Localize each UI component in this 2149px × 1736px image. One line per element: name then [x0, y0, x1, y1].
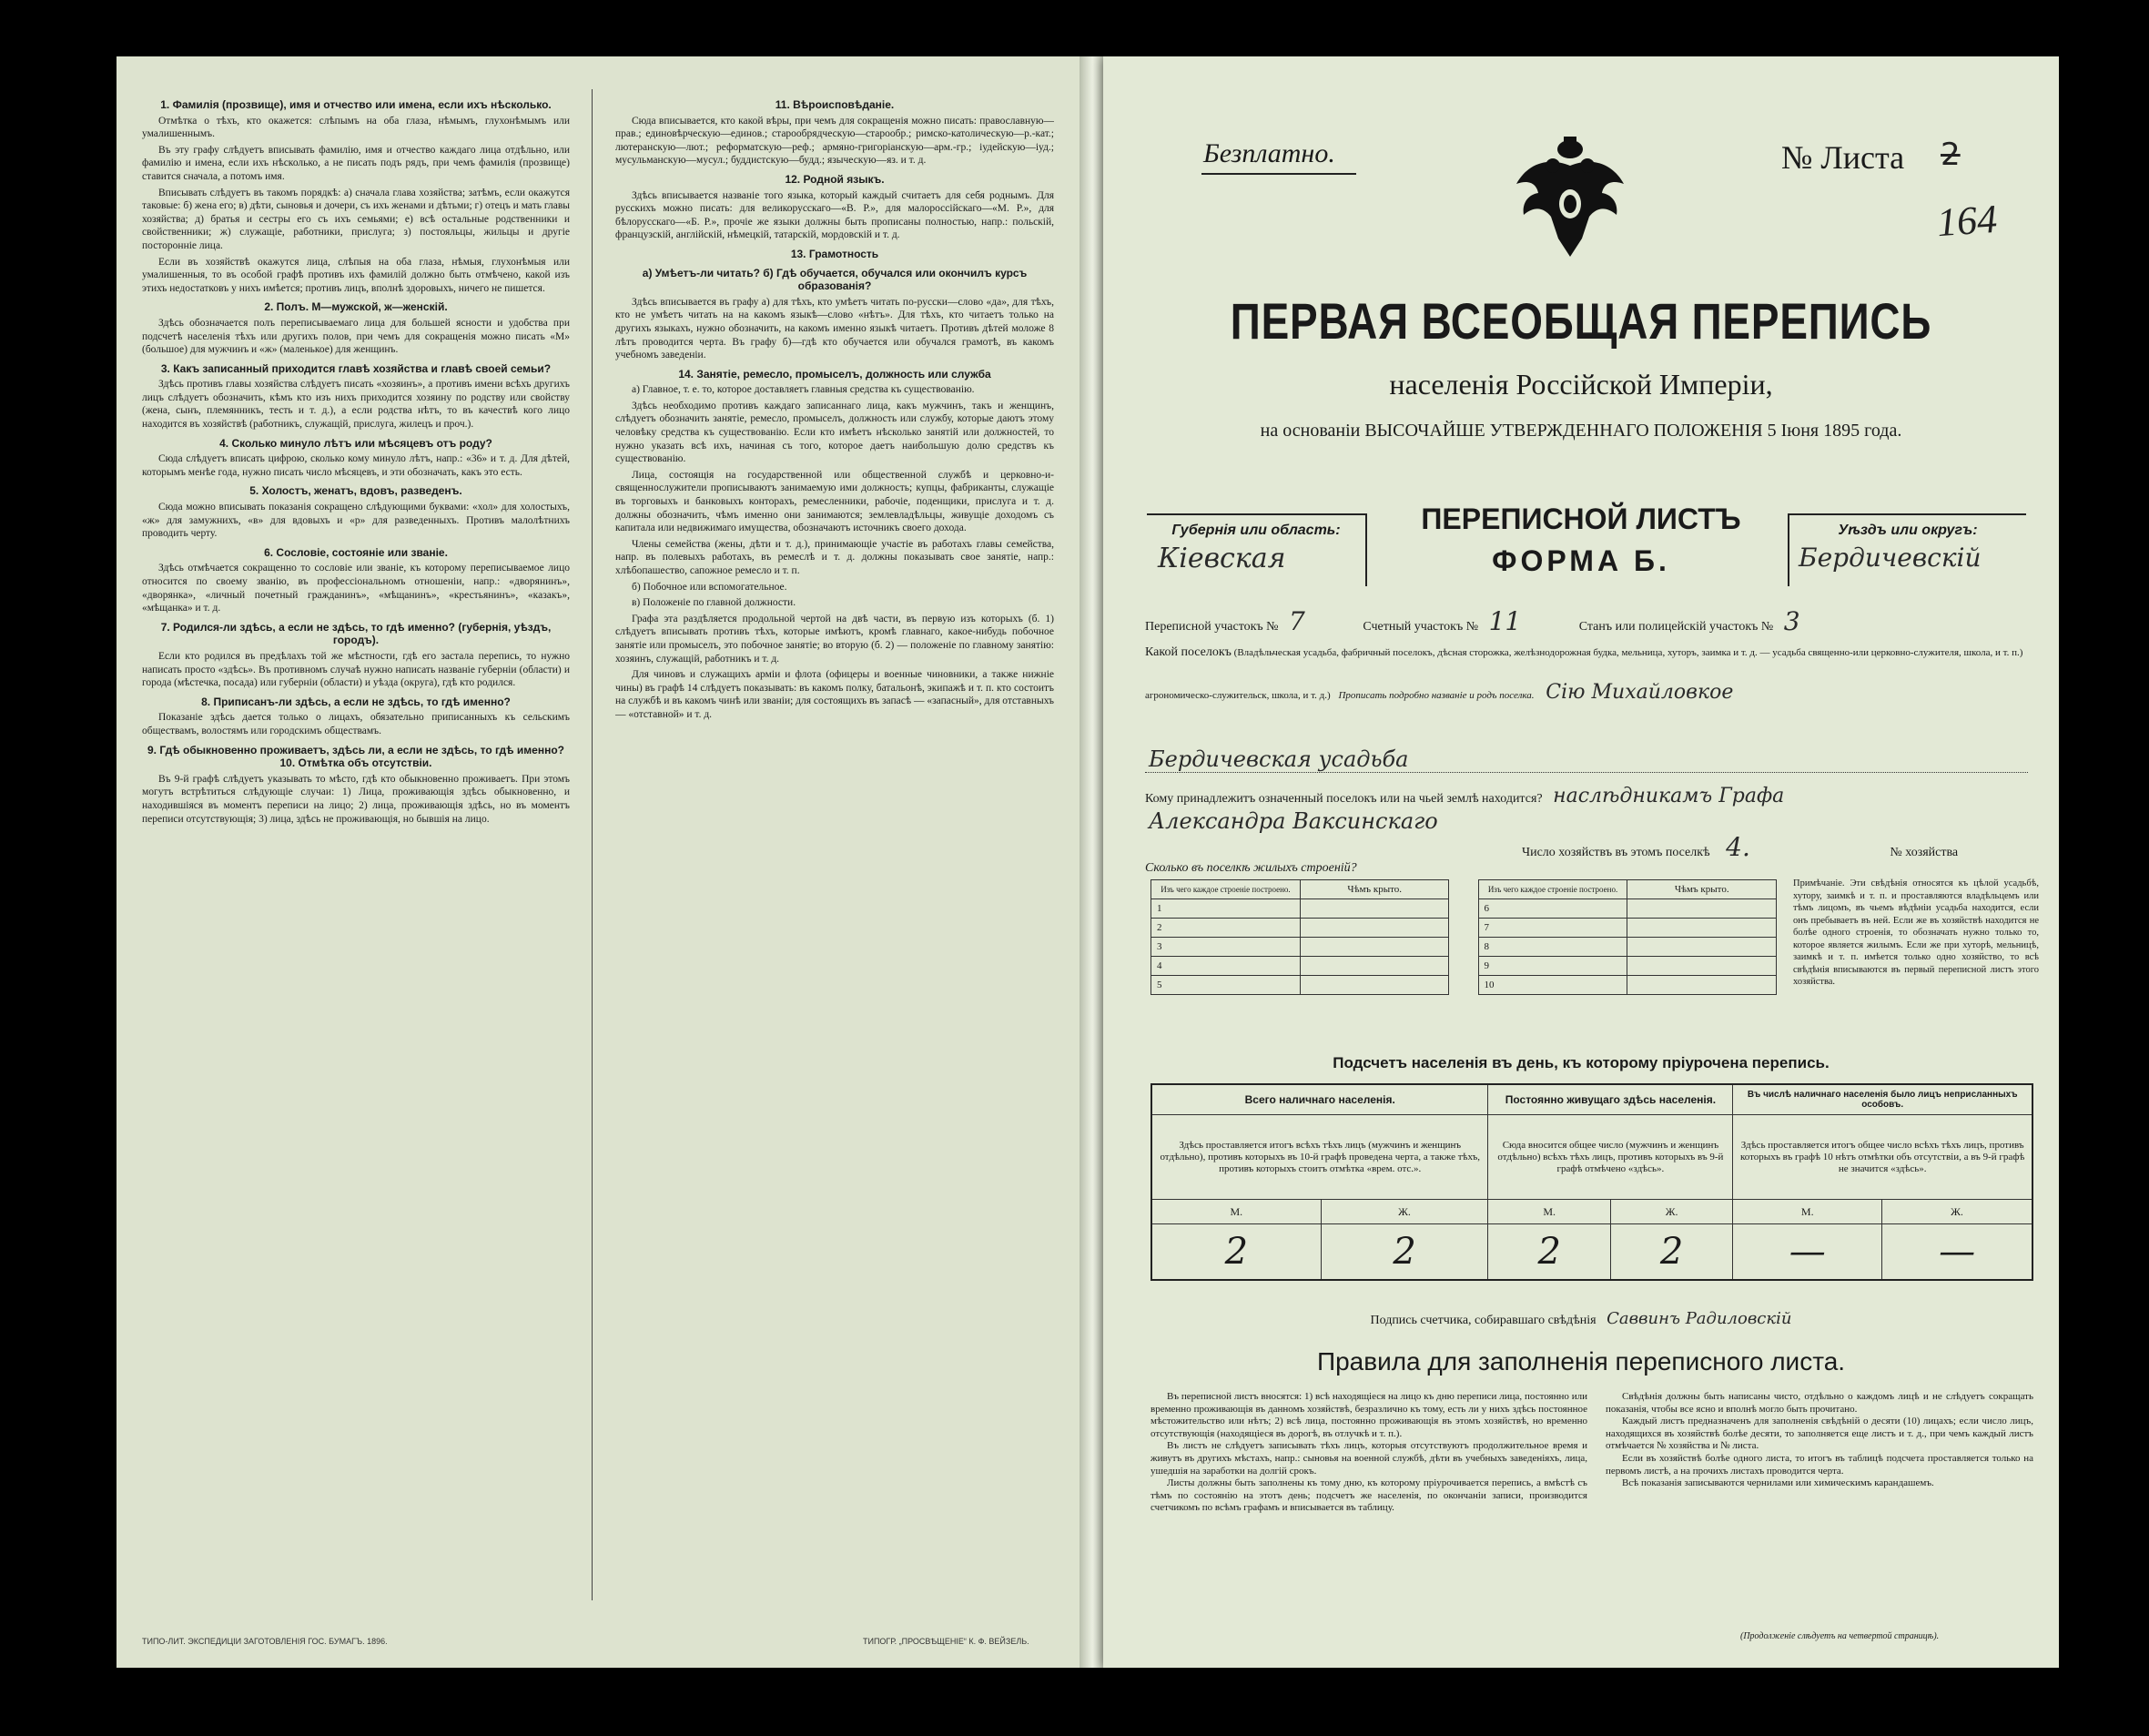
main-title: ПЕРВАЯ ВСЕОБЩАЯ ПЕРЕПИСЬ	[1230, 292, 1932, 350]
continued-note: (Продолженіе слѣдуетъ на четвертой страницѣ).	[1740, 1631, 1940, 1641]
instruction-paragraph: Отмѣтка о тѣхъ, кто окажется: слѣпымъ на оба глаза, нѣмымъ, глухонѣмымъ или умалишеннымъ.	[142, 115, 570, 140]
buildings-label: Сколько въ поселкѣ жилыхъ строеній?	[1145, 861, 1357, 875]
male-header: М.	[1151, 1200, 1321, 1224]
settlement-hint: (Владѣльческая усадьба, фабричный поселокъ, дѣсная сторожка, желѣзнодорожная будка, мельница, хуторъ, заимка и т. д. — усадьба священно-или церковно-служителя, школа, и т. п.)	[1233, 647, 2023, 658]
count-header-other: Въ числѣ наличнаго населенія было лицъ неприсланныхъ особовъ.	[1733, 1084, 2032, 1115]
police-district-label: Станъ или полицейскій участокъ №	[1578, 620, 1774, 634]
building-row-number: 8	[1478, 938, 1627, 957]
rule-paragraph: Каждый листъ предназначенъ для заполненія свѣдѣній о десяти (10) лицахъ; если число лицъ, находящихся въ хозяйствѣ болѣе десяти, то заполняется еще листъ и т. д., при чемъ каждый листъ отмѣчается № хозяйства и № листа.	[1606, 1416, 2033, 1452]
owner-row	[1145, 785, 2028, 807]
rule-paragraph: Въ переписной листъ вносятся: 1) всѣ находящіеся на лицо къ дню переписи лица, постоянно или временно проживающія въ данномъ хозяйствѣ, безразлично къ тому, есть ли у нихъ здѣсь постоянное мѣстожительство или нѣтъ; 2) всѣ лица, постоянно проживающія въ этомъ хозяйствѣ, но временно отсутствующія (находящіеся въ дорогѣ, въ отлучкѣ и т. п.).	[1151, 1391, 1587, 1439]
rules-left-column	[1151, 1391, 1587, 1515]
instruction-paragraph: Сюда вписывается, кто какой вѣры, при чемъ для сокращенія можно писать: православную—прав.; единовѣрческую—единов.; старообрядческую—старообр.; римско-католическую—р.-кат.; лютеранскую—лют.; реформатскую—реф.; армяно-григоріанскую—арм.-гр.; іудейскую—іуд.; мусульманскую—мусул.; буддистскую—будд.; языческую—яз. и т. д.	[615, 115, 1054, 167]
household-number-label: № хозяйства	[1890, 846, 1959, 859]
building-row-number: 10	[1478, 976, 1627, 995]
book-gutter	[1080, 56, 1103, 1668]
rule-paragraph: Всѣ показанія записываются чернилами или химическимъ карандашемъ.	[1622, 1477, 1934, 1489]
instruction-heading: 13. Грамотность	[790, 247, 879, 260]
buildings-header-material: Изъ чего каждое строеніе построено.	[1151, 880, 1301, 899]
settlement-label: Какой поселокъ	[1145, 645, 1232, 659]
settlement-value-2: Бердичевская усадьба	[1149, 746, 1409, 772]
instruction-paragraph: Графа эта раздѣляется продольной чертой на двѣ части, въ первую изъ которыхъ (б. 1) слѣдуетъ вписывать противъ тѣхъ, которые имѣютъ, кромѣ главнаго, какое-нибудь побочное занятіе или промыселъ, это побочное занятіе; во вторую (б. 2) — положеніе по главному занятію: хозяинъ, служащій, работникъ и т. д.	[615, 613, 1054, 665]
building-row-number: 6	[1478, 899, 1627, 919]
printer-imprint-right: ТИПОГР. „ПРОСВѢЩЕНІЕ“ К. Ф. ВЕЙЗЕЛЬ.	[863, 1637, 1029, 1646]
uezd-box	[1788, 513, 2026, 586]
count-value: 2	[1321, 1224, 1488, 1281]
instruction-heading: 1. Фамилія (прозвище), имя и отчество или имена, если ихъ нѣсколько.	[160, 98, 552, 111]
rule-paragraph: Если въ хозяйствѣ болѣе одного листа, то итогъ въ таблицѣ подсчета проставляется только на первомъ листѣ, а на прочихъ листахъ проводится черта.	[1606, 1452, 2033, 1477]
households-value: 4.	[1726, 832, 1750, 862]
table-row	[1151, 976, 1777, 995]
rules-title: Правила для заполненія переписного листа.	[1316, 1347, 1846, 1376]
instruction-paragraph: Лица, состоящія на государственной или общественной службѣ и церковно-и-священнослужители прописываютъ занимаемую ими должность; купцы, фабриканты, служащіе въ торговыхъ и банковыхъ конторахъ, ремесленники, рабочіе, поденщики, прислуга и т. д. должны обозначить, чѣмъ именно они занимаются; землевладѣльцы, живущіе доходомъ съ капитала или недвижимаго имущества, обозначаютъ источникъ своего дохода.	[615, 469, 1054, 534]
instruction-paragraph: Здѣсь вписывается названіе того языка, который каждый считаетъ для себя роднымъ. Для русскихъ можно писать: для великорусскаго—«В. Р.», для малороссійскаго—«М. Р.», для бѣлорусскаго—«Б. Р.», прочіе же языки должны быть прописаны полностью, напр.: польскій, французскій, англійскій, нѣмецкій, татарскій, мордовскій и т. д.	[615, 189, 1054, 241]
building-row-number: 2	[1151, 919, 1301, 938]
settlement-hint-2: агрономическо-служительск, школа, и т. д.)	[1145, 690, 1331, 701]
instruction-heading: 11. Вѣроисповѣданіе.	[775, 98, 895, 111]
signature-value: Саввинъ Радиловскій	[1607, 1309, 1792, 1328]
instruction-paragraph: б) Побочное или вспомогательное.	[632, 581, 787, 593]
owner-value-1: наслѣдникамъ Графа	[1553, 785, 1785, 807]
instruction-paragraph: в) Положеніе по главной должности.	[632, 597, 796, 609]
instruction-paragraph: Если кто родился въ предѣлахъ той же мѣстности, гдѣ его застала перепись, то нужно написать просто «здѣсь». Въ противномъ случаѣ нужно написать названіе губерніи (области) и города (мѣстечка, посада) или губерніи (области) и уѣзда (округа), гдѣ кто родился.	[142, 650, 570, 689]
rule-paragraph: Листы должны быть заполнены къ тому дню, къ которому пріурочивается перепись, а вмѣстѣ съ тѣмъ по состоянію на этотъ день; подсчетъ же населенія, по окончаніи записи, производится счетчикомъ по всѣмъ графамъ и вписывается въ таблицу.	[1151, 1477, 1587, 1514]
instruction-heading: 12. Родной языкъ.	[785, 172, 885, 186]
right-column-instructions	[615, 93, 1054, 1595]
column-divider	[592, 89, 593, 1600]
owner-value-2: Александра Ваксинскаго	[1149, 808, 1438, 834]
population-count-table	[1151, 1083, 2033, 1281]
left-page	[117, 56, 1080, 1668]
building-row-number: 4	[1151, 957, 1301, 976]
rules-right-column	[1606, 1391, 2033, 1490]
uchastok-row	[1145, 606, 2028, 636]
right-page-census-form	[1103, 56, 2059, 1668]
female-header: Ж.	[1882, 1200, 2032, 1224]
subtitle: населенія Россійской Имперіи,	[1389, 368, 1773, 401]
instruction-heading: 5. Холостъ, женатъ, вдовъ, разведенъ.	[249, 484, 462, 498]
table-row	[1151, 938, 1777, 957]
instruction-paragraph: Здѣсь противъ главы хозяйства слѣдуетъ писать «хозяинъ», а противъ имени всѣхъ другихъ лицъ слѣдуетъ обозначить, кѣмъ кто изъ нихъ приходится хозяину по родству или свойству (жена, сынъ, племянникъ, тесть и т. д.), а если родства нѣтъ, то въ качествѣ кого лицо находится въ хозяйствѣ (работникъ, служащій, прислуга, жилецъ и проч.).	[142, 379, 570, 431]
instruction-paragraph: Члены семейства (жены, дѣти и т. д.), принимающіе участіе въ работахъ главы семейства, напр. въ полевыхъ работахъ, въ ремеслѣ и т. д. должны показывать свое занятіе, напр.: хлѣбопашество, сапожное ремесло и т. п.	[615, 538, 1054, 576]
instruction-paragraph: Здѣсь отмѣчается сокращенно то сословіе или званіе, къ которому переписываемое лицо относится по своему званію, въ профессіональномъ отношеніи, напр.: «дворянинъ», «дворянка», «личный почетный гражданинъ», «мѣщанинъ», «крестьянинъ», «казакъ», «мѣщанка» и т. д.	[142, 563, 570, 614]
instruction-paragraph: Здѣсь вписывается въ графу а) для тѣхъ, кто умѣетъ читать по-русски—слово «да», для тѣхъ, кто не умѣетъ читать на на какомъ языкѣ—слово «нѣтъ». Для тѣхъ, кто читаетъ только на другихъ языкахъ, нужно обозначить, на какомъ именно языкѣ читаетъ. Противъ дѣтей моложе 8 лѣтъ проводится черта. Въ графу б)—гдѣ кто обучается или обучался грамотѣ, въ какомъ учебномъ заведеніи.	[615, 296, 1054, 361]
instruction-paragraph: Въ 9-й графѣ слѣдуетъ указывать то мѣсто, гдѣ кто обыкновенно проживаетъ. При этомъ могутъ встрѣтиться слѣдующіе случаи: 1) Лица, проживающія здѣсь обыкновенно, и находившіяся въ моментъ переписи на лицо; 2) лица, проживающія здѣсь, но въ моментъ переписи отсутствующія; 3) лица, здѣсь не проживающія, но бывшія на лицо.	[142, 773, 570, 825]
households-row	[1522, 832, 2032, 862]
handwritten-sheet-number: 164	[1935, 196, 1999, 246]
instruction-heading: 8. Приписанъ-ли здѣсь, а если не здѣсь, то гдѣ именно?	[201, 695, 511, 708]
male-header: М.	[1733, 1200, 1882, 1224]
census-sheet-title: ПЕРЕПИСНОЙ ЛИСТЪ	[1421, 503, 1741, 535]
instruction-heading: 14. Занятіе, ремесло, промыселъ, должность или служба	[678, 367, 991, 381]
settlement-value-1: Сію Михайловкое	[1546, 681, 1734, 704]
uezd-value: Бердичевскій	[1799, 543, 1982, 573]
instruction-heading: 3. Какъ записанный приходится главѣ хозяйства и главѣ своей семьи?	[160, 361, 552, 375]
rule-paragraph: Въ листъ не слѣдуетъ записывать тѣхъ лицъ, которыя отсутствуютъ продолжительное время и живутъ въ другихъ мѣстахъ, напр.: сыновья на военной службѣ, дѣти въ учебныхъ заведеніяхъ, лица, ушедшія на заработки на долгій срокъ.	[1151, 1440, 1587, 1477]
buildings-table	[1151, 879, 1777, 995]
legal-basis: на основаніи ВЫСОЧАЙШЕ УТВЕРЖДЕННАГО ПОЛОЖЕНІЯ 5 Іюня 1895 года.	[1260, 421, 1902, 441]
instruction-paragraph: Вписывать слѣдуетъ въ такомъ порядкѣ: а) сначала глава хозяйства; затѣмъ, если окажутся таковые: б) жена его; в) дѣти, сыновья и дочери, съ ихъ женами и дѣтьми; г) отецъ и мать главы хозяйства; д) братья и сестры его съ ихъ семьями; е) всѣ остальные родственники и свойственники; ж) служащіе, работники, прислуга; з) постояльцы, жильцы и другіе посторонніе лица.	[142, 187, 570, 251]
population-count-title: Подсчетъ населенія въ день, къ которому пріурочена перепись.	[1333, 1054, 1830, 1071]
count-value: —	[1882, 1224, 2032, 1281]
instruction-heading: 9. Гдѣ обыкновенно проживаетъ, здѣсь ли, а если не здѣсь, то гдѣ именно? 10. Отмѣтка объ отсутствіи.	[147, 743, 564, 770]
building-row-number: 5	[1151, 976, 1301, 995]
instruction-heading: а) Умѣетъ-ли читать? б) Гдѣ обучается, обучался или окончилъ курсъ образованія?	[642, 266, 1028, 293]
police-district-value: 3	[1783, 606, 1800, 636]
count-header-total: Всего наличнаго населенія.	[1151, 1084, 1488, 1115]
underline	[1201, 173, 1356, 175]
instruction-paragraph: Здѣсь необходимо противъ каждаго записаннаго лица, какъ мужчинъ, такъ и женщинъ, слѣдуетъ обозначить занятіе, ремесло, промыселъ, должность или службу, которые даютъ этому человѣку средства къ существованію. Если кто имѣетъ нѣсколько занятій или должностей, то нужно указать всѣ ихъ, начиная съ того, которое даетъ наибольшую долю средствъ къ существованію.	[615, 400, 1054, 465]
guberniya-box	[1147, 513, 1367, 586]
guberniya-value: Кіевская	[1158, 543, 1286, 574]
sheet-number-value: 2	[1941, 137, 1961, 173]
buildings-header-roof: Чѣмъ крыто.	[1300, 880, 1448, 899]
count-value: 2	[1151, 1224, 1321, 1281]
buildings-note: Примѣчаніе. Эти свѣдѣнія относятся къ цѣлой усадьбѣ, хутору, заимкѣ и т. п. и проставляются владѣльцемъ или тѣмъ лицомъ, въ чьемъ вѣдѣніи усадьба находится, если онъ пребываетъ въ ней. Если же въ хозяйствѣ находится не болѣе одного строенія, то обозначать нужно только то, которое является жилымъ. Если же при хуторѣ, мельницѣ, заимкѣ и т. п. имѣется только одно хозяйство, то всѣ свѣдѣнія вписываются въ первый переписной листъ этого хозяйства.	[1793, 878, 2039, 987]
settlement-row-2	[1145, 681, 2028, 704]
instruction-paragraph: Сюда можно вписывать показанія сокращено слѣдующими буквами: «хол» для холостыхъ, «ж» для замужнихъ, «в» для вдовыхъ и «р» для разведенныхъ. Противъ малолѣтнихъ проводить черту.	[142, 502, 570, 540]
sheet-number-label: № Листа	[1781, 139, 1905, 176]
census-district-label: Переписной участокъ №	[1145, 620, 1279, 634]
female-header: Ж.	[1321, 1200, 1488, 1224]
enumerator-signature-row	[1103, 1309, 2059, 1328]
double-headed-eagle-emblem-icon	[1511, 129, 1629, 266]
count-desc-total: Здѣсь проставляется итогъ всѣхъ тѣхъ лицъ (мужчинъ и женщинъ отдѣльно), противъ которыхъ въ 10-й графѣ проведена черта, а также тѣхъ, противъ которыхъ стоитъ отмѣтка «врем. отс.».	[1151, 1115, 1488, 1200]
left-column-instructions	[142, 93, 570, 1595]
guberniya-label: Губернія или область:	[1171, 523, 1341, 538]
instruction-heading: 7. Родился-ли здѣсь, а если не здѣсь, то гдѣ именно? (губернія, уѣздъ, городъ).	[160, 620, 552, 647]
free-of-charge-label: Безплатно.	[1203, 138, 1335, 168]
table-row	[1151, 919, 1777, 938]
building-row-number: 9	[1478, 957, 1627, 976]
census-district-value: 7	[1289, 606, 1305, 636]
count-value: 2	[1610, 1224, 1732, 1281]
uezd-label: Уѣздъ или округъ:	[1838, 523, 1978, 538]
households-label: Число хозяйствъ въ этомъ поселкѣ	[1522, 846, 1710, 859]
owner-label: Кому принадлежитъ означенный поселокъ или на чьей землѣ находится?	[1145, 792, 1543, 806]
instruction-heading: 2. Полъ. М—мужской, ж—женскій.	[264, 300, 448, 314]
printer-imprint-left: ТИПО-ЛИТ. ЭКСПЕДИЦІИ ЗАГОТОВЛЕНІЯ ГОС. БУМАГЪ. 1896.	[142, 1637, 388, 1646]
counting-district-label: Счетный участокъ №	[1363, 620, 1479, 634]
instruction-paragraph: Для чиновъ и служащихъ армiи и флота (офицеры и военные чиновники, а также нижніе чины) въ графѣ 14 слѣдуетъ показывать: въ какомъ полку, батальонѣ, экипажѣ и т. п. кто состоитъ на службѣ и въ какомъ чинѣ или званіи; для состоящихъ въ запасѣ — «запасный», для отставныхъ — «отставной» и т. д.	[615, 669, 1054, 720]
building-row-number: 1	[1151, 899, 1301, 919]
rule-paragraph: Свѣдѣнія должны быть написаны чисто, отдѣльно о каждомъ лицѣ и не слѣдуетъ сокращать показанія, чтобы все ясно и вполнѣ могло быть прочитано.	[1606, 1391, 2033, 1415]
count-header-permanent: Постоянно живущаго здѣсь населенія.	[1488, 1084, 1733, 1115]
instruction-heading: 6. Сословіе, состояніе или званіе.	[264, 545, 448, 559]
instruction-paragraph: а) Главное, т. е. то, которое доставляетъ главныя средства къ существованію.	[632, 384, 975, 396]
instruction-paragraph: Сюда слѣдуетъ вписать цифрою, сколько кому минуло лѣтъ, напр.: «36» и т. д. Для дѣтей, которымъ менѣе года, нужно писать число мѣсяцевъ, и эти обозначать, какъ это есть.	[142, 453, 570, 478]
building-row-number: 3	[1151, 938, 1301, 957]
table-row	[1151, 899, 1777, 919]
form-b-label: ФОРМА Б.	[1492, 544, 1670, 577]
table-row	[1151, 957, 1777, 976]
count-desc-other: Здѣсь проставляется итогъ общее число всѣхъ тѣхъ лицъ, противъ которыхъ въ графѣ 10 нѣтъ отмѣтки объ отсутствіи, а въ 9-й графѣ не значится «здѣсь».	[1733, 1115, 2032, 1200]
signature-label: Подпись счетчика, собиравшаго свѣдѣнія	[1370, 1314, 1597, 1327]
female-header: Ж.	[1610, 1200, 1732, 1224]
buildings-header-material-2: Изъ чего каждое строеніе построено.	[1478, 880, 1627, 899]
settlement-row	[1145, 646, 2028, 659]
count-value: —	[1733, 1224, 1882, 1281]
count-desc-permanent: Сюда вносится общее число (мужчинъ и женщинъ отдѣльно) всѣхъ тѣхъ лицъ, противъ которыхъ въ 9-й графѣ отмѣчено «здѣсь».	[1488, 1115, 1733, 1200]
settlement-line	[1145, 772, 2028, 773]
instruction-paragraph: Показаніе здѣсь дается только о лицахъ, обязательно приписанныхъ къ сельскимъ обществамъ, волостямъ или городскимъ обществамъ.	[142, 712, 570, 736]
settlement-instruction: Прописать подробно названіе и родъ поселка.	[1338, 690, 1535, 701]
building-row-number: 7	[1478, 919, 1627, 938]
instruction-paragraph: Здѣсь обозначается полъ переписываемаго лица для большей ясности и удобства при подсчетѣ населенія тѣхъ или другихъ полов, при чемъ для сокращенія можно писать «М» (большое) для мужчинъ и «ж» (маленькое) для женщинъ.	[142, 317, 570, 356]
instruction-paragraph: Если въ хозяйствѣ окажутся лица, слѣпыя на оба глаза, нѣмыя, глухонѣмыя или умалишенныя, то въ особой графѣ противъ ихъ фамилій должно быть отмѣчено, какой изъ этихъ недостатковъ у нихъ имѣется; противъ лицъ, вполнѣ здоровыхъ, ничего не пишется.	[142, 256, 570, 294]
counting-district-value: 11	[1488, 606, 1522, 636]
buildings-header-roof-2: Чѣмъ крыто.	[1627, 880, 1777, 899]
instruction-paragraph: Въ эту графу слѣдуетъ вписывать фамилію, имя и отчество каждаго лица отдѣльно, или фамилію и имена, если ихъ нѣсколько, а не писать подъ рядъ, при чемъ фамилія (прозвище) ставится сначала, а потомъ имя.	[142, 144, 570, 182]
count-value: 2	[1488, 1224, 1610, 1281]
instruction-heading: 4. Сколько минуло лѣтъ или мѣсяцевъ отъ роду?	[219, 436, 492, 450]
male-header: М.	[1488, 1200, 1610, 1224]
